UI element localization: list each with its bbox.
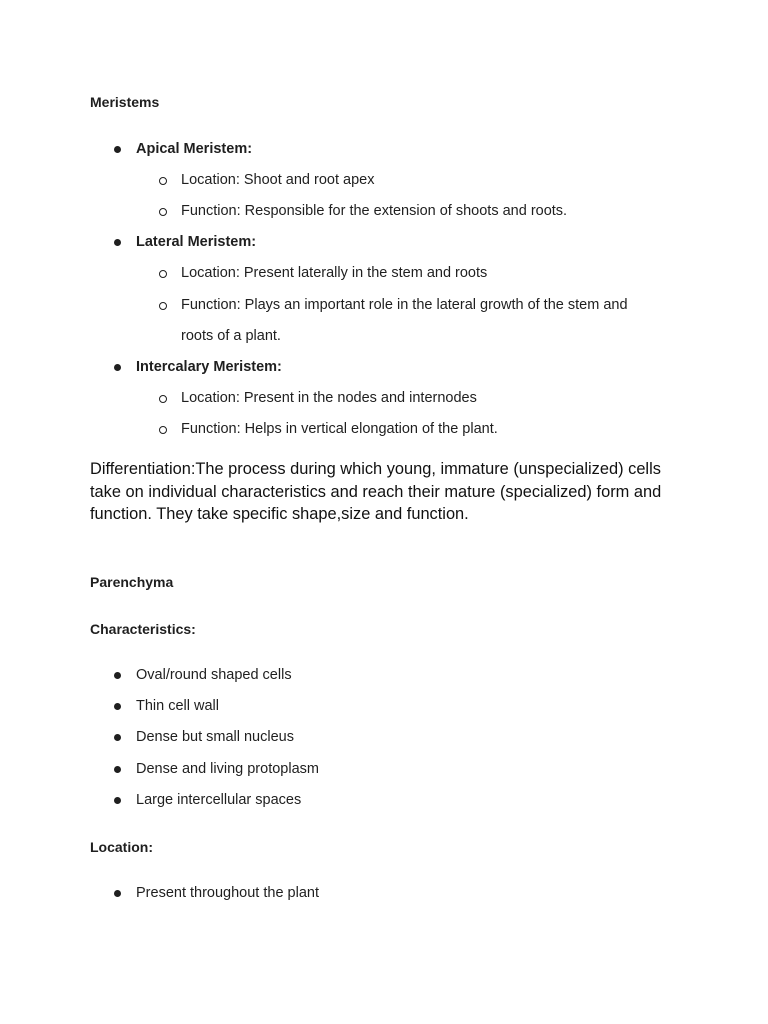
filled-bullet-icon bbox=[114, 146, 121, 153]
hollow-bullet-icon bbox=[159, 208, 167, 216]
intercalary-meristem-location: Location: Present in the nodes and internodes bbox=[181, 390, 477, 406]
hollow-bullet-icon bbox=[159, 302, 167, 310]
apical-meristem-function: Function: Responsible for the extension of shoots and roots. bbox=[181, 203, 568, 219]
filled-bullet-icon bbox=[114, 766, 121, 773]
parenchyma-heading: Parenchyma bbox=[90, 574, 174, 590]
filled-bullet-icon bbox=[114, 734, 121, 741]
differentiation-paragraph: Differentiation:The process during which young, immature (unspecialized) cells take on individual characteristics and reach their mature (specialized) form and function. They take specific shape,size and function. bbox=[90, 460, 662, 523]
hollow-bullet-icon bbox=[159, 270, 167, 278]
lateral-meristem-function-line1: Function: Plays an important role in the lateral growth of the stem and bbox=[181, 297, 628, 313]
location-heading: Location: bbox=[90, 839, 153, 855]
lateral-meristem-title: Lateral Meristem: bbox=[136, 234, 257, 250]
lateral-meristem-function-line2: roots of a plant. bbox=[181, 328, 281, 344]
hollow-bullet-icon bbox=[159, 395, 167, 403]
filled-bullet-icon bbox=[114, 239, 121, 246]
intercalary-meristem-function: Function: Helps in vertical elongation of the plant. bbox=[181, 421, 498, 437]
list-item: Dense but small nucleus bbox=[136, 729, 294, 745]
filled-bullet-icon bbox=[114, 797, 121, 804]
list-item: Present throughout the plant bbox=[136, 885, 319, 901]
filled-bullet-icon bbox=[114, 890, 121, 897]
filled-bullet-icon bbox=[114, 703, 121, 710]
list-item: Oval/round shaped cells bbox=[136, 667, 292, 683]
list-item: Large intercellular spaces bbox=[136, 792, 302, 808]
list-item: Thin cell wall bbox=[136, 698, 219, 714]
apical-meristem-title: Apical Meristem: bbox=[136, 141, 253, 157]
apical-meristem-location: Location: Shoot and root apex bbox=[181, 172, 375, 188]
intercalary-meristem-title: Intercalary Meristem: bbox=[136, 359, 282, 375]
filled-bullet-icon bbox=[114, 364, 121, 371]
characteristics-heading: Characteristics: bbox=[90, 621, 196, 637]
hollow-bullet-icon bbox=[159, 426, 167, 434]
list-item: Dense and living protoplasm bbox=[136, 761, 319, 777]
lateral-meristem-location: Location: Present laterally in the stem and roots bbox=[181, 265, 488, 281]
hollow-bullet-icon bbox=[159, 177, 167, 185]
filled-bullet-icon bbox=[114, 672, 121, 679]
meristems-heading: Meristems bbox=[90, 94, 160, 110]
